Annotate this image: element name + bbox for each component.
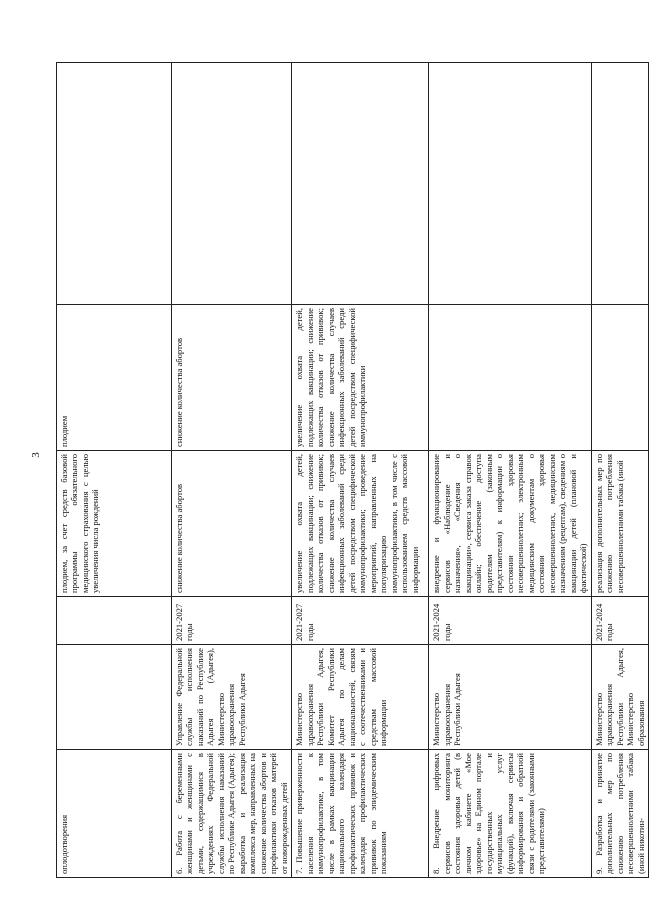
measure-cell: оплодотворения [57, 750, 172, 878]
effect-cell [429, 305, 591, 451]
result-cell: плодием, за счет средств базовой программы обязательного медицинского страхования с целью увеличения числа рождений [57, 451, 172, 597]
executor-cell: Министерство здравоохранения Республики Адыгея, Министерство образования [591, 645, 648, 750]
executor-cell: Управление Федеральной службы исполнения наказаний по Республике Адыгея (Адыгея), Министерство здравоохранения Республики Адыгея [172, 645, 292, 750]
table-row [591, 63, 648, 878]
result-cell: снижение количества абортов [172, 451, 292, 597]
period-cell: 2021-2024 годы [591, 597, 648, 645]
note-cell [292, 63, 429, 305]
result-cell: реализация дополнительных мер по снижению потребления несовершеннолетними табака (иной [591, 451, 648, 597]
effect-cell [591, 305, 648, 451]
executor-cell: Министерство здравоохранения Республики Адыгея, Комитет Республики Адыгея по делам национальностей, связям с соотечественниками и средствам массовой информации [292, 645, 429, 750]
executor-cell: Министерство здравоохранения Республики Адыгея [429, 645, 591, 750]
page-number: 3 [30, 452, 42, 458]
effect-cell: плодием [57, 305, 172, 451]
rotated-table-wrapper [56, 63, 646, 878]
period-cell: 2021-2024 годы [429, 597, 591, 645]
result-cell: увеличение охвата детей, подлежащих вакцинации; снижение количества отказов от прививок; снижение количества случаев инфекционных заболеваний среди детей посредством специфической иммунопрофилактики; проведение мероприятий, направленных на популяризацию иммунопрофилактики, в том числе с использованием средств массовой информации [292, 451, 429, 597]
measure-cell: 7. Повышение приверженности населения к иммунопрофилактике, в том числе в рамках вакцинации национального календаря профилактических прививок и календаря профилактических прививок по эпидемическим показаниям [292, 750, 429, 878]
table-row [292, 63, 429, 878]
executor-cell [57, 645, 172, 750]
measures-table [56, 62, 649, 878]
measure-cell: 9. Разработка и принятие дополнительных мер по снижению потребления несовершеннолетними табака (иной никотин- [591, 750, 648, 878]
table-row [172, 63, 292, 878]
result-cell: внедрение и функционирование сервисов «Наблюдение и назначения», «Сведения о вакцинации», сервиса заказа справок онлайн; обеспечение доступа родителям (законным представителям) к информации о состоянии здоровья несовершеннолетних; электронным медицинским документам о состоянии здоровья несовершеннолетних, медицинским назначениям (рецептам), сведениям о вакцинации детей (плановой и фактической) [429, 451, 591, 597]
note-cell [57, 63, 172, 305]
note-cell [429, 63, 591, 305]
table-row [57, 63, 172, 878]
period-cell [57, 597, 172, 645]
measure-cell: 6. Работа с беременными женщинами и женщинами с детьми, содержащимися в учреждениях Федеральной службы исполнения наказаний по Республике Адыгея (Адыгея); выработка и реализация комплекса мер, направленных на снижение количества абортов и профилактики отказов матерей от новорожденных детей [172, 750, 292, 878]
effect-cell: увеличение охвата детей, подлежащих вакцинации; снижение количества отказов от прививок; снижение количества случаев инфекционных заболеваний среди детей посредством специфической иммунопрофилактики [292, 305, 429, 451]
note-cell [591, 63, 648, 305]
measure-cell: 8. Внедрение цифровых сервисов мониторинга состояния здоровья детей (в личном кабинете «Мое здоровье» на Едином портале государственных и муниципальных услуг (функций), включая сервисы информирования и обратной связи с родителями (законными представителями) [429, 750, 591, 878]
note-cell [172, 63, 292, 305]
period-cell: 2021-2027 годы [292, 597, 429, 645]
period-cell: 2021-2027 годы [172, 597, 292, 645]
table-row [429, 63, 591, 878]
effect-cell: снижение количества абортов [172, 305, 292, 451]
